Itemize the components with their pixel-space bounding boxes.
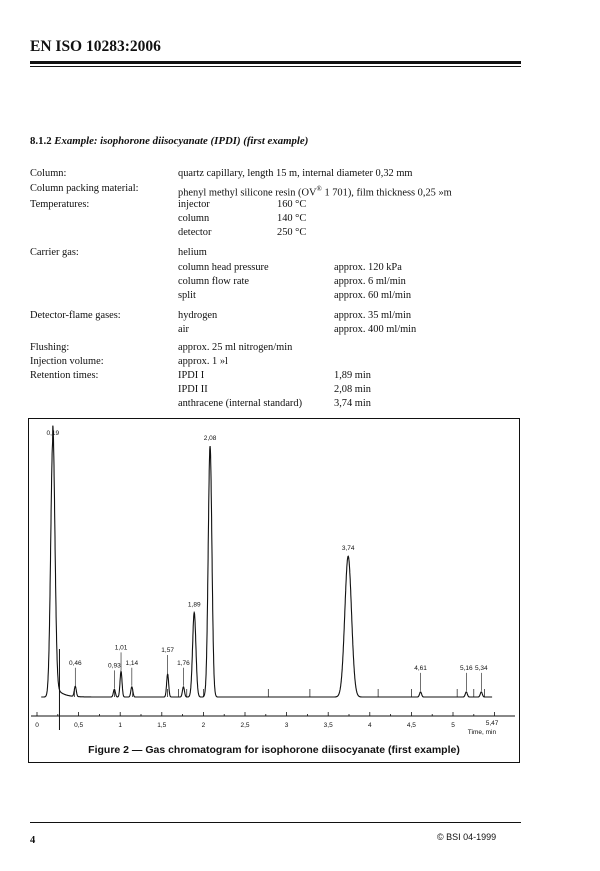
chromatogram-line [41, 426, 492, 697]
temp-detector-value: 250 °C [277, 227, 307, 238]
section-title: Example: isophorone diisocyanate (IPDI) (first example) [54, 135, 309, 147]
peak-label: 0,93 [108, 662, 121, 670]
gc-conditions [0, 0, 600, 420]
packing-label: Column packing material: [30, 183, 139, 194]
peak-label: 0,19 [46, 430, 60, 437]
temp-column-name: column [178, 213, 210, 224]
copyright-notice: © BSI 04-1999 [437, 832, 497, 842]
packing-registered-mark: ® [316, 185, 322, 193]
retention-ipdi1-value: 1,89 min [334, 370, 371, 381]
carrier-label: Carrier gas: [30, 247, 79, 258]
figure-caption: Figure 2 — Gas chromatogram for isophorone diisocyanate (first example) [88, 744, 460, 756]
gas-chromatogram [29, 419, 519, 739]
peak-label: 3,74 [341, 545, 355, 553]
x-tick-label: 2 [201, 722, 206, 729]
retention-label: Retention times: [30, 370, 99, 381]
carrier-split-value: approx. 60 ml/min [334, 290, 412, 301]
peak-label: 5,16 [459, 664, 473, 672]
flame-hydrogen-name: hydrogen [178, 310, 218, 321]
peak-label: 1,89 [187, 601, 201, 609]
retention-anthracene-name: anthracene (internal standard) [178, 398, 303, 409]
x-tick-label: 3 [284, 722, 289, 729]
peak-label: 4,61 [414, 664, 427, 672]
column-value: quartz capillary, length 15 m, internal diameter 0,32 mm [178, 168, 413, 179]
flame-label: Detector-flame gases: [30, 310, 121, 321]
x-tick-label: 1,5 [157, 722, 167, 729]
standard-header: EN ISO 10283:2006 [30, 38, 161, 55]
x-tick-label: 3,5 [323, 722, 333, 729]
x-tick-label: 4 [367, 722, 372, 729]
peak-label: 2,08 [203, 435, 217, 443]
carrier-gas: helium [178, 247, 207, 258]
section-number: 8.1.2 [30, 135, 52, 147]
chromatogram-trace [41, 426, 492, 697]
x-tick-label: 2,5 [240, 722, 250, 729]
footer-rule [30, 822, 521, 823]
flushing-value: approx. 25 ml nitrogen/min [178, 342, 293, 353]
x-tick-label: 1 [118, 722, 123, 729]
packing-value-prefix: phenyl methyl silicone resin (OV [178, 187, 317, 199]
temp-injector-value: 160 °C [277, 199, 307, 210]
packing-value-suffix: 1 701), film thickness 0,25 »m [321, 187, 452, 199]
injection-label: Injection volume: [30, 356, 104, 367]
flushing-label: Flushing: [30, 342, 70, 353]
x-tick-label: 4,5 [406, 722, 416, 729]
x-tick-label: 5 [451, 722, 455, 729]
temperatures-label: Temperatures: [30, 199, 90, 210]
temp-injector-name: injector [178, 199, 210, 210]
x-axis-end-label: 5,47 [485, 720, 499, 727]
flame-hydrogen-value: approx. 35 ml/min [334, 310, 412, 321]
carrier-split-name: split [178, 290, 196, 301]
flame-air-value: approx. 400 ml/min [334, 324, 417, 335]
peak-labels [46, 430, 488, 691]
carrier-pressure-value: approx. 120 kPa [334, 262, 402, 273]
peak-label: 1,57 [161, 646, 174, 654]
x-axis-label: Time, min [467, 729, 497, 736]
retention-anthracene-value: 3,74 min [334, 398, 371, 409]
peak-label: 0,46 [68, 659, 82, 667]
carrier-pressure-name: column head pressure [178, 262, 269, 273]
peak-label: 1,01 [114, 644, 128, 652]
x-tick-label: 0,5 [74, 722, 84, 729]
packing-value [178, 183, 452, 199]
retention-ipdi1-name: IPDI I [178, 370, 205, 381]
retention-ipdi2-value: 2,08 min [334, 384, 371, 395]
temp-column-value: 140 °C [277, 213, 307, 224]
column-label: Column: [30, 168, 67, 179]
injection-value: approx. 1 »l [178, 356, 228, 367]
temp-detector-name: detector [178, 227, 212, 238]
retention-ipdi2-name: IPDI II [178, 384, 208, 395]
peak-label: 5,34 [474, 664, 488, 672]
flame-air-name: air [178, 324, 189, 335]
peak-label: 1,14 [125, 659, 139, 667]
peak-label: 1,76 [177, 659, 190, 667]
x-tick-label: 0 [35, 722, 39, 729]
carrier-flow-value: approx. 6 ml/min [334, 276, 406, 287]
page-number: 4 [30, 835, 36, 846]
carrier-flow-name: column flow rate [178, 276, 249, 287]
